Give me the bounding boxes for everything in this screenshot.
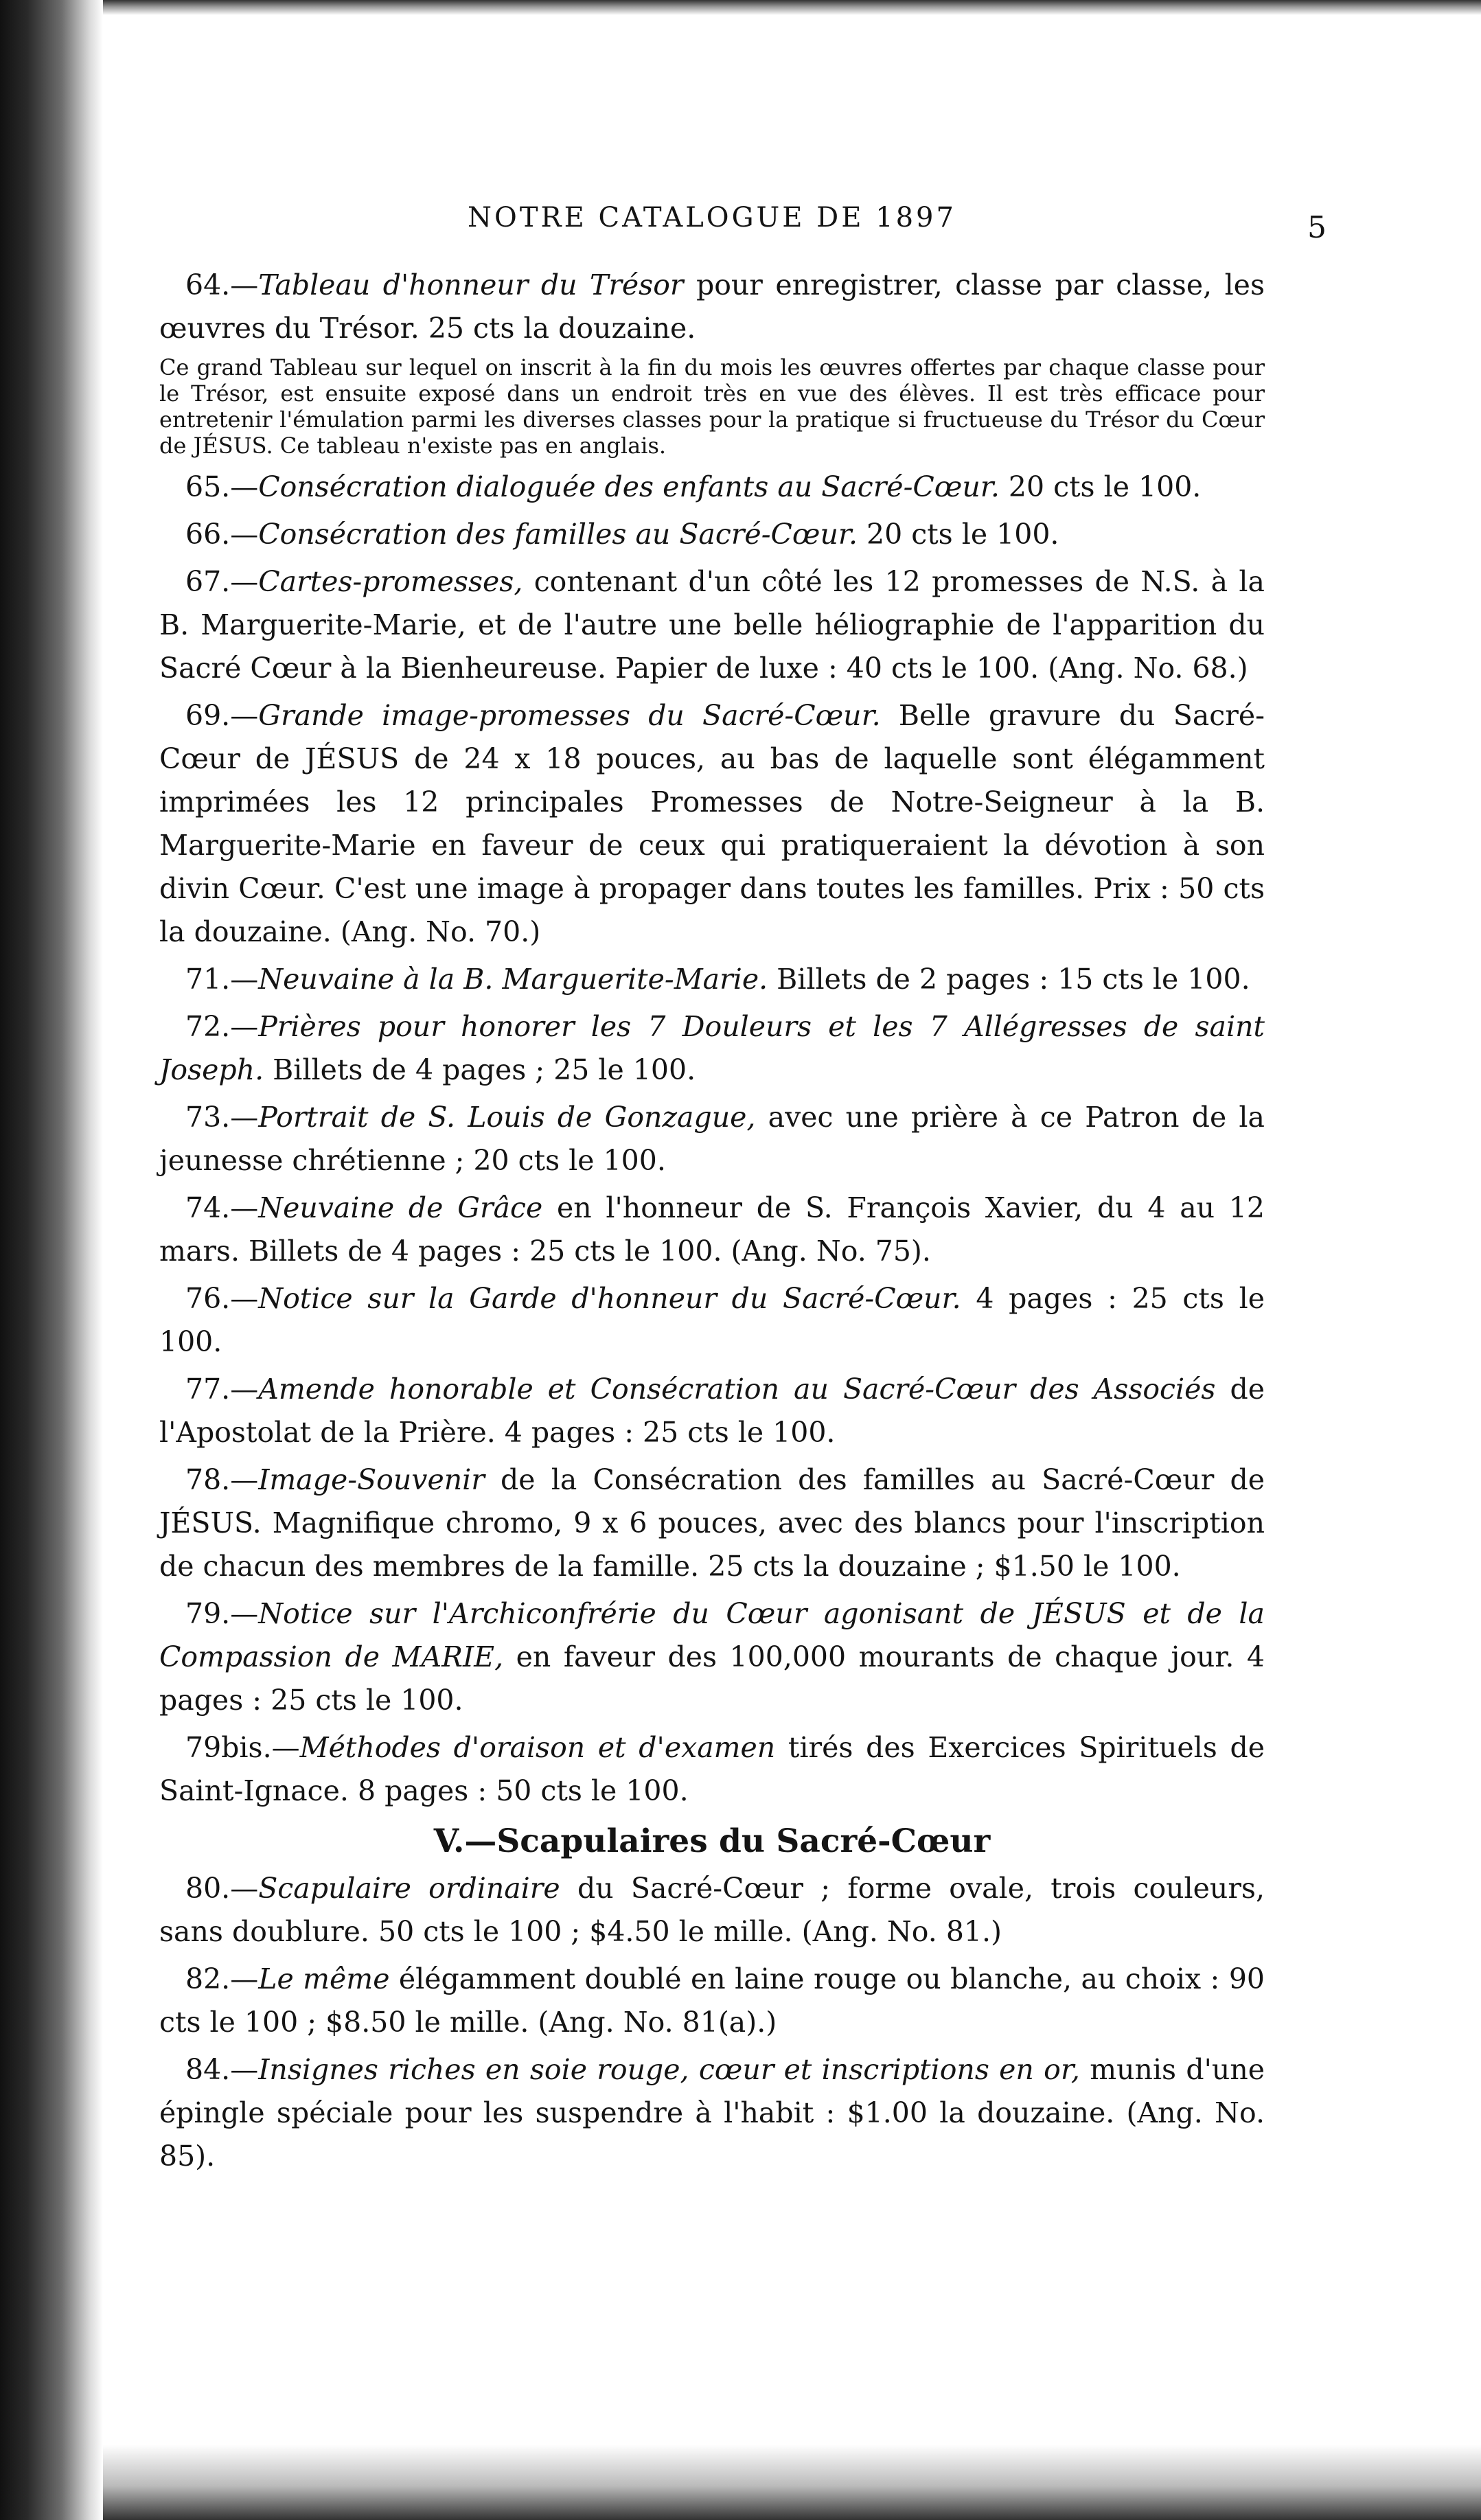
entry-number: 64.— [185, 268, 259, 301]
entry-title: Cartes-promesses, [258, 565, 523, 598]
entry-number: 73.— [185, 1101, 259, 1134]
entry-title: Consécration des familles au Sacré-Cœur. [258, 518, 858, 551]
entry-description: en l'honneur de S. François Xavier, du 4 au 12 mars. Billets de 4 pages : 25 cts le 100. (Ang. No. 75). [159, 1191, 1265, 1268]
entry-description: du Sacré-Cœur ; forme ovale, trois couleurs, sans doublure. 50 cts le 100 ; $4.50 le mille. (Ang. No. 81.) [159, 1872, 1265, 1948]
catalogue-entry [159, 694, 1265, 954]
catalogue-entry [159, 1592, 1265, 1722]
entry-description: Belle gravure du Sacré-Cœur de JÉSUS de 24 x 18 pouces, au bas de laquelle sont élégamment imprimées les 12 principales Promesses de Notre-Seigneur à la B. Marguerite-Marie en faveur de ceux qui pratiqueraient la dévotion à son divin Cœur. C'est une image à propager dans toutes les familles. Prix : 50 cts la douzaine. (Ang. No. 70.) [159, 699, 1265, 948]
catalogue-entry [159, 264, 1265, 350]
entry-note: Ce grand Tableau sur lequel on inscrit à la fin du mois les œuvres offertes par chaque classe pour le Trésor, est ensuite exposé dans un endroit très en vue des élèves. Il est très efficace pour entretenir l'émulation parmi les diverses classes pour la pratique si fructueuse du Trésor du Cœur de JÉSUS. Ce tableau n'existe pas en anglais. [159, 354, 1265, 459]
entry-title: Notice sur la Garde d'honneur du Sacré-Cœur. [258, 1282, 961, 1315]
entry-number: 65.— [185, 470, 259, 503]
catalogue-entry [159, 2048, 1265, 2178]
entry-description: Billets de 4 pages ; 25 le 100. [264, 1053, 696, 1086]
section-heading: V.—Scapulaires du Sacré-Cœur [433, 1822, 991, 1860]
catalogue-entry [159, 560, 1265, 690]
catalogue-entry [159, 1096, 1265, 1182]
catalogue-entry [159, 466, 1265, 509]
entry-number: 69.— [185, 699, 259, 732]
catalogue-entry [159, 513, 1265, 556]
entry-description: 20 cts le 100. [858, 518, 1059, 551]
catalogue-entry [159, 1958, 1265, 2044]
entry-title: Grande image-promesses du Sacré-Cœur. [258, 699, 881, 732]
entry-number: 80.— [185, 1872, 259, 1905]
catalogue-entry [159, 1867, 1265, 1954]
running-title: NOTRE CATALOGUE DE 1897 [468, 202, 956, 233]
catalogue-page [159, 198, 1327, 2182]
entry-description: 20 cts le 100. [999, 470, 1202, 503]
entry-description: en faveur des 100,000 mourants de chaque jour. 4 pages : 25 cts le 100. [159, 1640, 1265, 1717]
entry-number: 77.— [185, 1373, 259, 1406]
entry-title: Amende honorable et Consécration au Sacré-Cœur des Associés [258, 1373, 1216, 1406]
entry-description: munis d'une épingle spéciale pour les suspendre à l'habit : $1.00 la douzaine. (Ang. No. 85). [159, 2053, 1265, 2173]
entry-title: Image-Souvenir [258, 1463, 485, 1496]
catalogue-entry [159, 1187, 1265, 1273]
entry-description: de l'Apostolat de la Prière. 4 pages : 25 cts le 100. [159, 1373, 1265, 1449]
entry-title: Consécration dialoguée des enfants au Sacré-Cœur. [258, 470, 1000, 503]
page-header [159, 198, 1327, 246]
entry-description: 4 pages : 25 cts le 100. [159, 1282, 1265, 1358]
entry-title: Neuvaine de Grâce [258, 1191, 543, 1224]
entry-title: Portrait de S. Louis de Gonzague, [258, 1101, 756, 1134]
entry-number: 66.— [185, 518, 259, 551]
catalogue-entry [159, 1005, 1265, 1092]
catalogue-entry [159, 1368, 1265, 1454]
entry-number: 79bis.— [185, 1731, 300, 1764]
entry-description: contenant d'un côté les 12 promesses de N.S. à la B. Marguerite-Marie, et de l'autre une belle héliographie de l'apparition du Sacré Cœur à la Bienheureuse. Papier de luxe : 40 cts le 100. (Ang. No. 68.) [159, 565, 1265, 685]
entry-title: Méthodes d'oraison et d'examen [299, 1731, 776, 1764]
entry-description: de la Consécration des familles au Sacré-Cœur de JÉSUS. Magnifique chromo, 9 x 6 pouces, avec des blancs pour l'inscription de chacun des membres de la famille. 25 cts la douzaine ; $1.50 le 100. [159, 1463, 1265, 1583]
entry-title: Insignes riches en soie rouge, cœur et inscriptions en or, [258, 2053, 1080, 2086]
entry-description: pour enregistrer, classe par classe, les œuvres du Trésor. 25 cts la douzaine. [159, 268, 1265, 345]
entry-number: 71.— [185, 963, 259, 996]
catalogue-entry [159, 1458, 1265, 1588]
entry-number: 78.— [185, 1463, 259, 1496]
page-number: 5 [1307, 210, 1327, 245]
entry-title: Neuvaine à la B. Marguerite-Marie. [258, 963, 768, 996]
entry-title: Le même [258, 1962, 390, 1995]
entry-description: élégamment doublé en laine rouge ou blanche, au choix : 90 cts le 100 ; $8.50 le mille. (Ang. No. 81(a).) [159, 1962, 1265, 2039]
entry-description: avec une prière à ce Patron de la jeunesse chrétienne ; 20 cts le 100. [159, 1101, 1265, 1177]
catalogue-entry [159, 1277, 1265, 1364]
entry-title: Scapulaire ordinaire [258, 1872, 560, 1905]
entry-number: 74.— [185, 1191, 259, 1224]
page-binding-shadow [0, 0, 103, 2520]
page-bottom-edge [103, 2444, 1481, 2520]
entry-number: 67.— [185, 565, 259, 598]
entry-title: Prières pour honorer les 7 Douleurs et les 7 Allégresses de saint Joseph. [159, 1010, 1265, 1086]
entry-number: 76.— [185, 1282, 259, 1315]
catalogue-entry [159, 1726, 1265, 1813]
entry-description: Billets de 2 pages : 15 cts le 100. [768, 963, 1250, 996]
entry-title: Tableau d'honneur du Trésor [258, 268, 684, 301]
entry-number: 84.— [185, 2053, 259, 2086]
entry-title: Notice sur l'Archiconfrérie du Cœur agonisant de JÉSUS et de la Compassion de MARIE, [159, 1597, 1265, 1673]
catalogue-entry [159, 958, 1265, 1001]
page-top-edge [103, 0, 1481, 15]
entry-number: 72.— [185, 1010, 259, 1043]
entry-number: 79.— [185, 1597, 259, 1630]
entry-number: 82.— [185, 1962, 259, 1995]
entry-description: tirés des Exercices Spirituels de Saint-Ignace. 8 pages : 50 cts le 100. [159, 1731, 1265, 1807]
